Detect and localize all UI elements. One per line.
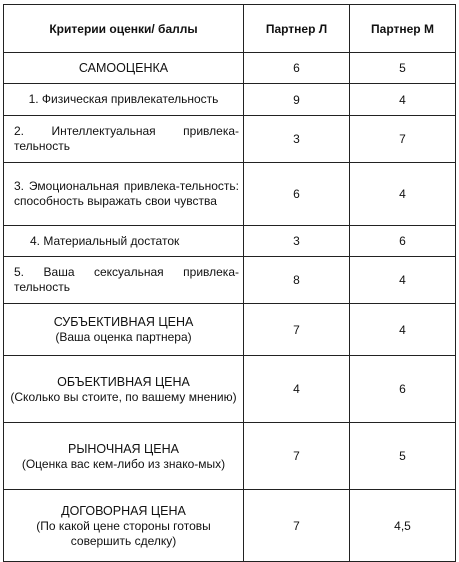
criterion-heading: ОБЪЕКТИВНАЯ ЦЕНА [57, 374, 190, 389]
criterion-cell: 4. Материальный достаток [4, 226, 244, 257]
table-row [4, 304, 456, 356]
partner-m-score: 5 [350, 53, 456, 84]
criterion-note: (Сколько вы стоите, по вашему мнению) [10, 389, 237, 404]
header-partner-m: Партнер М [350, 5, 456, 53]
criteria-table [3, 4, 456, 562]
partner-l-score: 6 [244, 163, 350, 226]
table-row [4, 53, 456, 84]
criterion-heading: СУБЪЕКТИВНАЯ ЦЕНА [53, 315, 194, 329]
header-partner-l: Партнер Л [244, 5, 350, 53]
table-row [4, 356, 456, 423]
partner-m-score: 4,5 [350, 490, 456, 562]
table-row [4, 163, 456, 226]
criterion-heading: ДОГОВОРНАЯ ЦЕНА [61, 503, 186, 518]
partner-l-score: 7 [244, 304, 350, 356]
table-header-row [4, 5, 456, 53]
table-row [4, 257, 456, 304]
criterion-cell [4, 423, 244, 490]
partner-m-score: 4 [350, 84, 456, 116]
table-row [4, 423, 456, 490]
partner-m-score: 4 [350, 163, 456, 226]
criterion-cell [4, 356, 244, 423]
partner-l-score: 7 [244, 423, 350, 490]
criterion-note: (По какой цене стороны готовы совершить сделку) [36, 518, 211, 548]
criterion-cell: 1. Физическая привлекательность [4, 84, 244, 116]
partner-m-score: 4 [350, 304, 456, 356]
criterion-cell: 3. Эмоциональная привлека-тельность: способность выражать свои чувства [4, 163, 244, 226]
partner-l-score: 9 [244, 84, 350, 116]
table-row [4, 490, 456, 562]
partner-m-score: 6 [350, 226, 456, 257]
criterion-note: (Оценка вас кем-либо из знако-мых) [21, 456, 226, 471]
criterion-cell [4, 304, 244, 356]
table-row [4, 84, 456, 116]
partner-m-score: 7 [350, 116, 456, 163]
partner-l-score: 6 [244, 53, 350, 84]
partner-m-score: 4 [350, 257, 456, 304]
partner-l-score: 4 [244, 356, 350, 423]
partner-m-score: 5 [350, 423, 456, 490]
criterion-cell: САМООЦЕНКА [4, 53, 244, 84]
criterion-cell: 5. Ваша сексуальная привлека-тельность [4, 257, 244, 304]
partner-l-score: 3 [244, 226, 350, 257]
criterion-cell: 2. Интеллектуальная привлека-тельность [4, 116, 244, 163]
table-row [4, 116, 456, 163]
criterion-cell [4, 490, 244, 562]
header-criteria: Критерии оценки/ баллы [4, 5, 244, 53]
partner-l-score: 7 [244, 490, 350, 562]
partner-l-score: 3 [244, 116, 350, 163]
criterion-heading: РЫНОЧНАЯ ЦЕНА [67, 441, 180, 456]
table-row [4, 226, 456, 257]
criterion-note: (Ваша оценка партнера) [55, 330, 192, 344]
partner-m-score: 6 [350, 356, 456, 423]
partner-l-score: 8 [244, 257, 350, 304]
